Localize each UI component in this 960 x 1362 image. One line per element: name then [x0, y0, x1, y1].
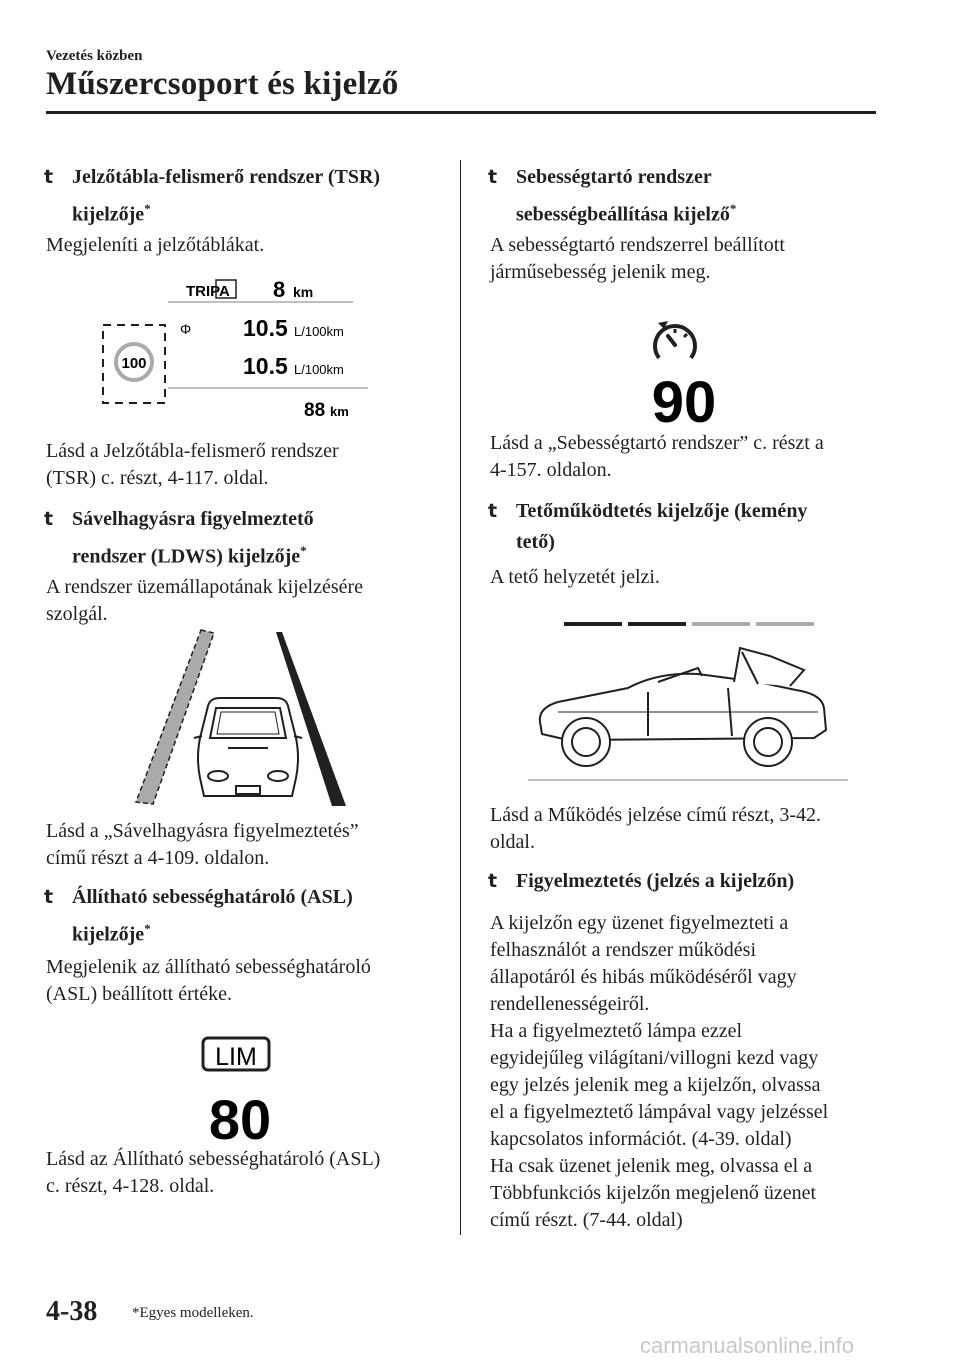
bullet-icon: t — [488, 500, 498, 522]
warning-line: rendellenességeiről. — [490, 993, 650, 1015]
speed-sign-value: 100 — [121, 355, 147, 372]
bullet-icon: t — [488, 166, 498, 188]
warning-line: állapotáról és hibás működéséről vagy — [490, 966, 797, 988]
cruise-body: A sebességtartó rendszerrel beállított járműsebesség jelenik meg. — [490, 234, 785, 283]
tsr-heading: t Jelzőtábla-felismerő rendszer (TSR) kijelzője* — [72, 162, 452, 231]
section-label: Vezetés közben — [46, 48, 143, 64]
header-rule — [46, 111, 876, 114]
warning-line: kapcsolatos információt. (4-39. oldal) — [490, 1128, 792, 1150]
range-value: 88 — [304, 400, 326, 421]
roof-figure — [528, 612, 848, 794]
bullet-icon: t — [488, 870, 498, 892]
trip-label: TRIP — [186, 283, 221, 300]
tsr-body: Megjeleníti a jelzőtáblákat. — [46, 234, 265, 256]
consumption-unit-2: L/100km — [294, 362, 344, 377]
warning-line: Többfunkciós kijelzőn megjelenő üzenet — [490, 1182, 817, 1204]
ldws-figure — [128, 628, 350, 808]
asl-value: 80 — [208, 1088, 272, 1144]
bullet-icon: t — [44, 508, 54, 530]
warning-line: Ha a figyelmeztető lámpa ezzel — [490, 1020, 743, 1042]
footnote: *Egyes modelleken. — [132, 1305, 254, 1321]
warning-line: egyidejűleg világítani/villogni kezd vagy — [490, 1047, 819, 1069]
tsr-display-figure — [98, 272, 373, 422]
warning-line: A kijelzőn egy üzenet figyelmezteti a — [490, 912, 789, 934]
asl-reference: Lásd az Állítható sebességhatároló (ASL) c. részt, 4-128. oldal. — [46, 1148, 381, 1197]
cruise-value: 90 — [651, 370, 717, 426]
lim-label: LIM — [215, 1043, 257, 1071]
warning-body — [490, 910, 828, 1234]
ldws-heading: t Sávelhagyásra figyelmeztető rendszer (LDWS) kijelzője* — [72, 504, 452, 573]
warning-line: el a figyelmeztető lámpával vagy jelzéssel — [490, 1101, 829, 1123]
tsr-reference: Lásd a Jelzőtábla-felismerő rendszer (TSR) c. részt, 4-117. oldal. — [46, 440, 339, 489]
cruise-heading: t Sebességtartó rendszer sebességbeállítása kijelző* — [516, 162, 896, 231]
fuel-icon: Φ — [180, 321, 192, 337]
asl-body: Megjelenik az állítható sebességhatároló (ASL) beállított értéke. — [46, 956, 371, 1005]
bullet-icon: t — [44, 886, 54, 908]
warning-line: című részt. (7-44. oldal) — [490, 1209, 683, 1231]
column-divider — [460, 160, 461, 1235]
roof-reference: Lásd a Működés jelzése című részt, 3-42. oldal. — [490, 804, 822, 853]
consumption-1: 10.5 — [243, 315, 288, 341]
bullet-icon: t — [44, 166, 54, 188]
ldws-body: A rendszer üzemállapotának kijelzésére szolgál. — [46, 576, 364, 625]
warning-line: egy jelzés jelenik meg a kijelzőn, olvassa — [490, 1074, 821, 1096]
chapter-title: Műszercsoport és kijelző — [46, 66, 399, 102]
trip-value: 8 — [273, 277, 286, 302]
roof-body: A tető helyzetét jelzi. — [490, 566, 660, 588]
warning-line: Ha csak üzenet jelenik meg, olvassa el a — [490, 1155, 813, 1177]
consumption-2: 10.5 — [243, 353, 288, 379]
car-rear-icon — [194, 698, 302, 796]
watermark: carmanualsonline.info — [640, 1333, 855, 1358]
trip-unit: km — [293, 284, 314, 300]
page-number: 4-38 — [46, 1296, 98, 1327]
warning-line: felhasználót a rendszer működési — [490, 939, 757, 961]
asl-heading: t Állítható sebességhatároló (ASL) kijelzője* — [72, 882, 452, 951]
cruise-reference: Lásd a „Sebességtartó rendszer” c. részt a 4-157. oldalon. — [490, 432, 824, 481]
consumption-unit-1: L/100km — [294, 324, 344, 339]
warning-heading: t Figyelmeztetés (jelzés a kijelzőn) — [516, 866, 896, 897]
cruise-figure — [648, 314, 724, 426]
cruise-speedometer-icon — [655, 321, 695, 358]
convertible-car-icon — [540, 648, 826, 766]
ldws-reference: Lásd a „Sávelhagyásra figyelmeztetés” című részt a 4-109. oldalon. — [46, 820, 359, 869]
roof-heading: t Tetőműködtetés kijelzője (kemény tető) — [516, 496, 896, 558]
range-unit: km — [330, 404, 349, 419]
trip-letter: A — [219, 283, 230, 300]
asl-figure — [200, 1036, 280, 1144]
